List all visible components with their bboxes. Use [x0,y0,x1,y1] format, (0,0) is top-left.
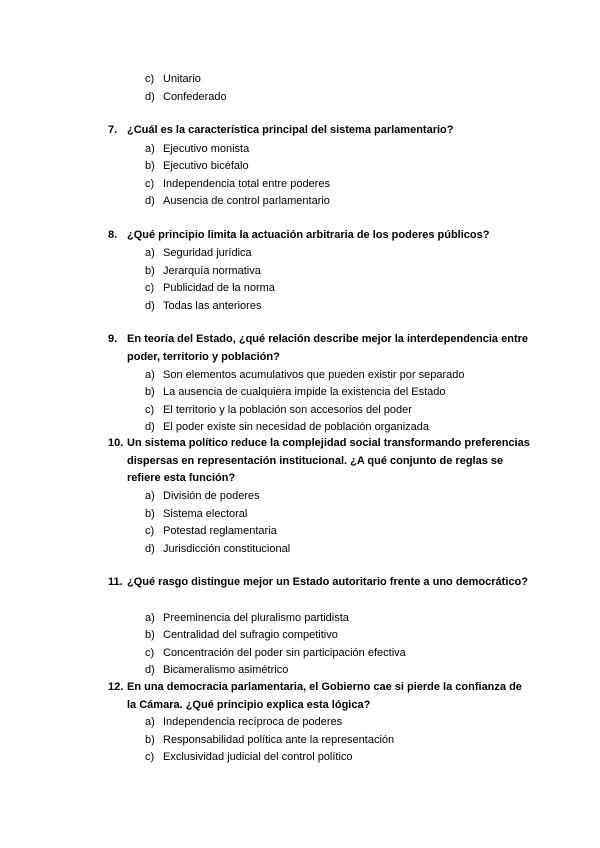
q7-option-a: a) Ejecutivo monista [145,143,250,155]
q7-option-c: c) Independencia total entre poderes [145,178,330,190]
question-text: ¿Qué principio limita la actuación arbitraria de los poderes públicos? [127,229,490,241]
question-text: En teoría del Estado, ¿qué relación describe mejor la interdependencia entre poder, territorio y población? [127,333,529,363]
question-number: 7. [108,124,118,136]
question-number: 10. [108,437,124,449]
question-12 [108,679,533,714]
q8-option-c: c) Publicidad de la norma [145,282,275,294]
q10-option-c: c) Potestad reglamentaria [145,525,277,537]
q12-option-b: b) Responsabilidad política ante la representación [145,734,395,746]
question-number: 9. [108,333,118,345]
q9-option-a: a) Son elementos acumulativos que pueden existir por separado [145,369,465,381]
q11-option-d: d) Bicameralismo asimétrico [145,664,289,676]
q9-option-c: c) El territorio y la población son accesorios del poder [145,404,412,416]
q9-option-b: b) La ausencia de cualquiera impide la existencia del Estado [145,386,446,398]
q11-option-c: c) Concentración del poder sin participación efectiva [145,647,406,659]
question-text: En una democracia parlamentaria, el Gobierno cae si pierde la confianza de la Cámara. ¿Qué principio explica esta lógica? [127,681,522,711]
question-9 [108,331,533,366]
question-number: 12. [108,681,124,693]
q11-option-b: b) Centralidad del sufragio competitivo [145,629,338,641]
question-number: 11. [108,576,123,588]
question-text: ¿Cuál es la característica principal del sistema parlamentario? [127,124,454,136]
q8-option-a: a) Seguridad jurídica [145,247,252,259]
q8-option-b: b) Jerarquía normativa [145,265,261,277]
question-text: ¿Qué rasgo distingue mejor un Estado autoritario frente a uno democrático? [127,576,528,588]
q12-option-c: c) Exclusividad judicial del control político [145,751,353,763]
continuation-option-d: d) Confederado [145,91,227,103]
q11-option-a: a) Preeminencia del pluralismo partidista [145,612,349,624]
q9-option-d: d) El poder existe sin necesidad de población organizada [145,421,430,433]
q10-option-a: a) División de poderes [145,490,260,502]
q7-option-b: b) Ejecutivo bicéfalo [145,160,249,172]
continuation-option-c: c) Unitario [145,73,201,85]
q7-option-d: d) Ausencia de control parlamentario [145,195,330,207]
q10-option-b: b) Sistema electoral [145,508,248,520]
question-8 [108,227,533,245]
question-11 [108,574,533,592]
question-text: Un sistema político reduce la complejidad social transformando preferencias dispersas en representación institucional. ¿A qué conjunto de reglas se refiere esta función? [127,437,530,484]
question-7 [108,122,533,140]
question-10 [108,435,533,488]
q10-option-d: d) Jurisdicción constitucional [145,543,291,555]
question-number: 8. [108,229,118,241]
q8-option-d: d) Todas las anteriores [145,300,262,312]
q12-option-a: a) Independencia recíproca de poderes [145,716,343,728]
